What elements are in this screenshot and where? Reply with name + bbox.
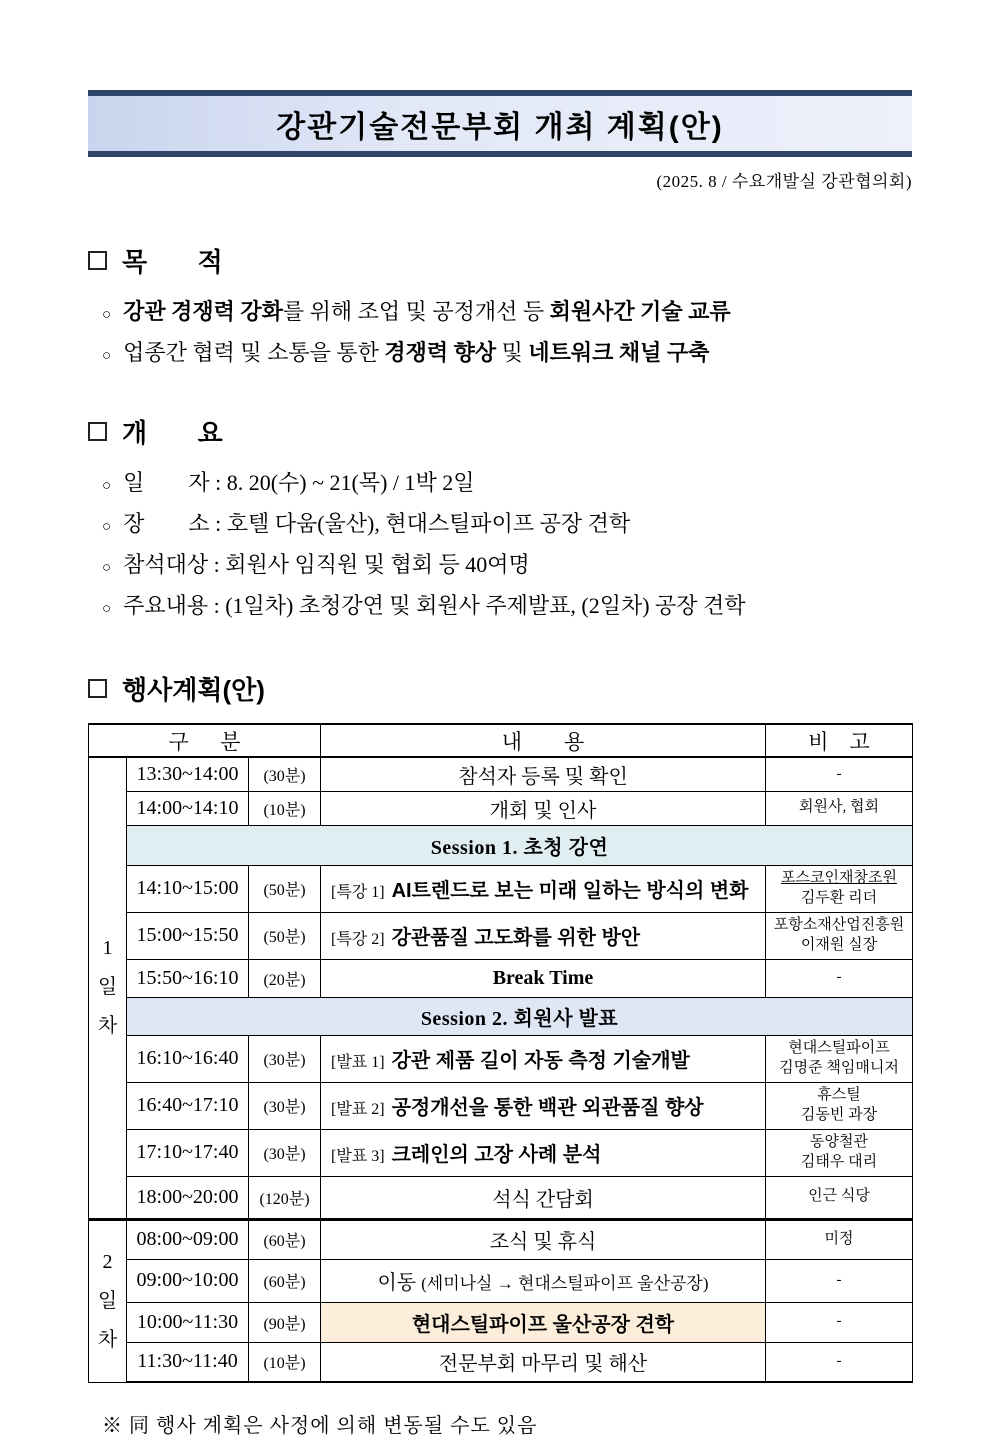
content-cell: 전문부회 마무리 및 해산: [321, 1342, 766, 1382]
circle-bullet-icon: ○: [102, 348, 112, 364]
table-row: [89, 1035, 913, 1082]
time-cell: 13:30~14:00: [127, 757, 249, 791]
note-org: 포항소재산업진흥원: [773, 917, 905, 933]
item-value: 8. 20(수) ~ 21(목) / 1박 2일: [226, 470, 475, 495]
table-row: [89, 791, 913, 825]
content-cell: 개회 및 인사: [321, 791, 766, 825]
time-cell: 18:00~20:00: [127, 1176, 249, 1219]
duration-cell: (30분): [249, 1082, 321, 1129]
table-row: [89, 959, 913, 997]
session2-label: Session 2. 회원사 발표: [127, 997, 913, 1035]
table-row: [89, 1129, 913, 1176]
content-cell: [321, 865, 766, 912]
item-label: 주요내용 :: [123, 593, 226, 618]
content-text: Break Time: [492, 966, 594, 989]
overview-list: [88, 464, 912, 628]
page-title: 강관기술전문부회 개최 계획(안): [276, 110, 724, 144]
section-heading-label: 개 요: [122, 418, 223, 448]
item-label: 일 자 :: [123, 470, 227, 495]
section-heading-overview: [88, 413, 912, 450]
table-row: [89, 1342, 913, 1382]
table-row: [89, 757, 913, 791]
item-value: (1일차) 초청강연 및 회원사 주제발표, (2일차) 공장 견학: [225, 593, 746, 618]
note-cell: [766, 1129, 913, 1176]
content-cell: 조식 및 휴식: [321, 1219, 766, 1259]
table-row: [89, 1259, 913, 1302]
section-heading-label: 목 적: [122, 247, 223, 277]
talk-title: 강관 제품 길이 자동 측정 기술개발: [391, 1050, 690, 1072]
square-bullet-icon: [88, 422, 107, 441]
list-item: [100, 464, 912, 505]
duration-cell: (30분): [249, 1129, 321, 1176]
session1-row: [89, 825, 913, 865]
header-gubun: 구 분: [89, 724, 321, 757]
time-cell: 14:10~15:00: [127, 865, 249, 912]
content-cell: [321, 1129, 766, 1176]
circle-bullet-icon: ○: [102, 307, 112, 323]
talk-title: 공정개선을 통한 백관 외관품질 향상: [391, 1097, 704, 1119]
note-person: 김태우 대리: [800, 1153, 878, 1170]
duration-cell: (30분): [249, 1035, 321, 1082]
section-heading-purpose: [88, 242, 912, 279]
circle-bullet-icon: ○: [102, 601, 112, 617]
duration-cell: (10분): [249, 1342, 321, 1382]
content-cell: [321, 1082, 766, 1129]
content-cell: [321, 912, 766, 959]
purpose-bullet-list: [88, 293, 912, 375]
note-cell: [766, 1035, 913, 1082]
note-cell: -: [766, 959, 913, 997]
list-item: [100, 546, 912, 587]
duration-cell: (120분): [249, 1176, 321, 1219]
talk-title: 크레인의 고장 사례 분석: [391, 1144, 602, 1166]
time-cell: 17:10~17:40: [127, 1129, 249, 1176]
table-row: [89, 1082, 913, 1129]
duration-cell: (60분): [249, 1219, 321, 1259]
header-bigo: 비 고: [766, 724, 913, 757]
time-cell: 14:00~14:10: [127, 791, 249, 825]
talk-title: 강관품질 고도화를 위한 방안: [391, 927, 641, 949]
note-cell: 인근 식당: [766, 1176, 913, 1219]
time-cell: 15:50~16:10: [127, 959, 249, 997]
time-cell: 11:30~11:40: [127, 1342, 249, 1382]
circle-bullet-icon: ○: [102, 560, 112, 576]
time-cell: 16:10~16:40: [127, 1035, 249, 1082]
list-item: [100, 293, 912, 334]
item-value: 호텔 다움(울산), 현대스틸파이프 공장 견학: [226, 511, 631, 536]
table-row: [89, 1302, 913, 1342]
duration-cell: (60분): [249, 1259, 321, 1302]
time-cell: 08:00~09:00: [127, 1219, 249, 1259]
session1-label: Session 1. 초청 강연: [127, 825, 913, 865]
duration-cell: (90분): [249, 1302, 321, 1342]
content-cell: 석식 간담회: [321, 1176, 766, 1219]
duration-cell: (50분): [249, 865, 321, 912]
bullet-text: 업종간 협력 및 소통을 통한 경쟁력 향상 및 네트워크 채널 구축: [123, 340, 710, 365]
note-org: 포스코인재창조원: [781, 870, 897, 886]
talk-tag: [특강 2]: [331, 931, 385, 948]
talk-tag: [발표 3]: [331, 1148, 385, 1165]
item-label: 참석대상 :: [123, 552, 226, 577]
table-header-row: [89, 724, 913, 757]
content-cell: [321, 1035, 766, 1082]
table-row: [89, 1176, 913, 1219]
note-org: 동양철관: [810, 1134, 868, 1150]
schedule-table: [88, 723, 913, 1383]
bullet-text: 강관 경쟁력 강화를 위해 조업 및 공정개선 등 회원사간 기술 교류: [123, 299, 731, 324]
duration-cell: (10분): [249, 791, 321, 825]
square-bullet-icon: [88, 251, 107, 270]
time-cell: 09:00~10:00: [127, 1259, 249, 1302]
note-cell: -: [766, 1302, 913, 1342]
duration-cell: (20분): [249, 959, 321, 997]
circle-bullet-icon: ○: [102, 519, 112, 535]
table-row: [89, 912, 913, 959]
note-cell: 회원사, 협회: [766, 791, 913, 825]
header-naeyong: 내 용: [321, 724, 766, 757]
note-cell: [766, 1082, 913, 1129]
day1-label: 1일차: [89, 757, 127, 1219]
note-cell: -: [766, 1259, 913, 1302]
title-banner: [88, 90, 912, 157]
duration-cell: (50분): [249, 912, 321, 959]
table-row: [89, 865, 913, 912]
duration-cell: (30분): [249, 757, 321, 791]
square-bullet-icon: [88, 679, 107, 698]
note-cell: -: [766, 1342, 913, 1382]
note-org: 현대스틸파이프: [788, 1040, 890, 1056]
content-cell: 참석자 등록 및 확인: [321, 757, 766, 791]
talk-tag: [발표 2]: [331, 1101, 385, 1118]
document-page: [88, 0, 912, 1438]
talk-tag: [특강 1]: [331, 884, 385, 901]
day2-label: 2일차: [89, 1219, 127, 1382]
section-heading-plan: [88, 670, 912, 707]
note-org: 휴스틸: [817, 1087, 861, 1103]
content-text: 현대스틸파이프 울산공장 견학: [411, 1313, 675, 1336]
note-person: 김명준 책임매니저: [779, 1059, 899, 1076]
list-item: [100, 505, 912, 546]
list-item: [100, 334, 912, 375]
note-cell: [766, 865, 913, 912]
content-cell-highlighted: [321, 1302, 766, 1342]
doc-subtitle: (2025. 8 / 수요개발실 강관협의회): [656, 172, 912, 191]
item-label: 장 소 :: [123, 511, 227, 536]
footnote: ※ 同 행사 계획은 사정에 의해 변동될 수도 있음: [102, 1415, 538, 1437]
time-cell: 10:00~11:30: [127, 1302, 249, 1342]
item-value: 회원사 임직원 및 협회 등 40여명: [225, 552, 530, 577]
session2-row: [89, 997, 913, 1035]
content-subtext: (세미나실 → 현대스틸파이프 울산공장): [421, 1274, 709, 1293]
content-cell: [321, 1259, 766, 1302]
time-cell: 15:00~15:50: [127, 912, 249, 959]
time-cell: 16:40~17:10: [127, 1082, 249, 1129]
talk-title: AI트렌드로 보는 미래 일하는 방식의 변화: [391, 880, 749, 902]
table-row: [89, 1219, 913, 1259]
note-cell: 미정: [766, 1219, 913, 1259]
note-person: 김두환 리더: [800, 889, 878, 906]
content-cell: [321, 959, 766, 997]
circle-bullet-icon: ○: [102, 478, 112, 494]
note-person: 김동빈 과장: [800, 1106, 878, 1123]
content-text: 이동: [377, 1272, 417, 1294]
talk-tag: [발표 1]: [331, 1054, 385, 1071]
section-heading-label: 행사계획(안): [122, 675, 265, 705]
note-cell: [766, 912, 913, 959]
list-item: [100, 587, 912, 628]
note-cell: -: [766, 757, 913, 791]
note-person: 이재원 실장: [800, 936, 878, 953]
